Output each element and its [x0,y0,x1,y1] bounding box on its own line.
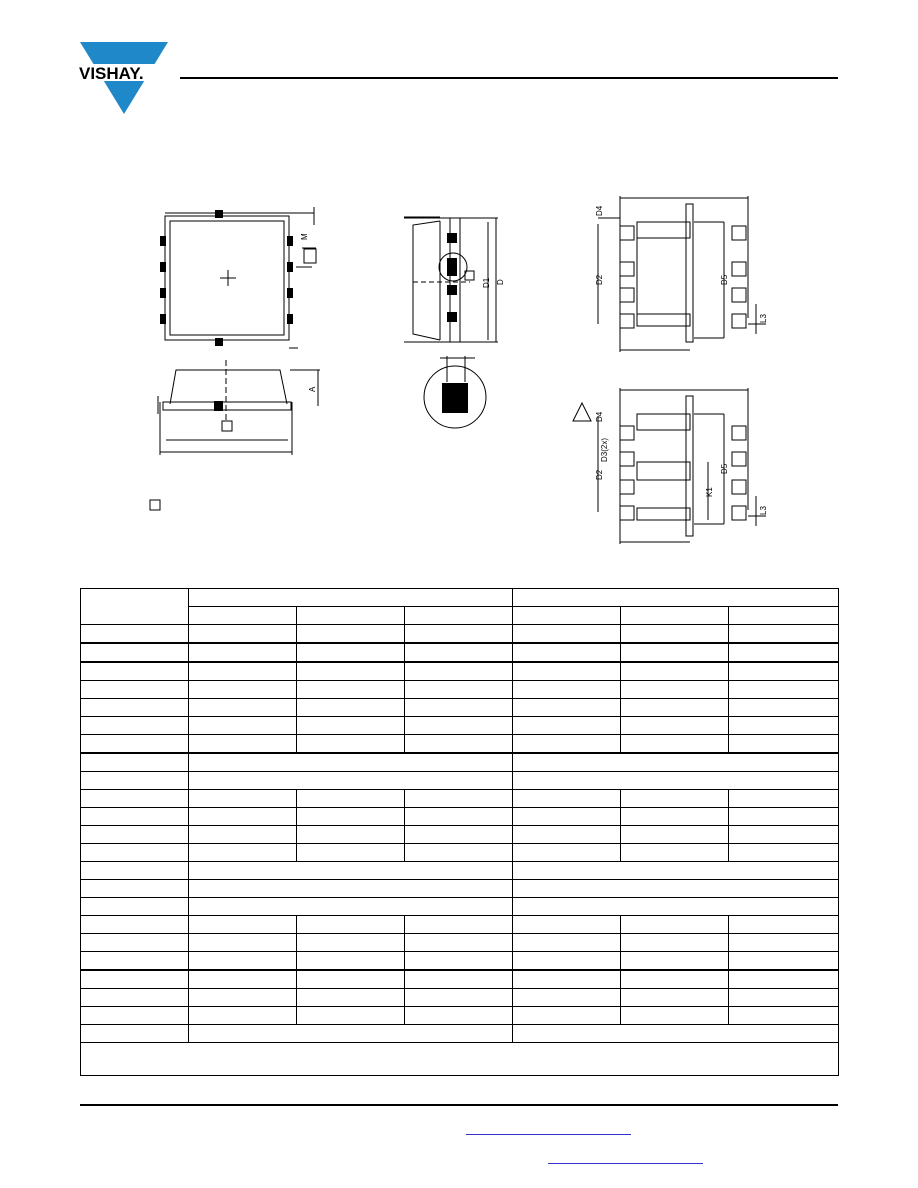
dim-label-d2-top: D2 [595,274,604,285]
dim-label-m: M [300,233,309,240]
dim-label-l3-bottom: L3 [759,506,768,515]
table-row [81,699,839,717]
table-row [81,625,839,644]
table-row [81,735,839,754]
table-row [81,662,839,681]
table-header-row [81,589,839,607]
table-row [81,844,839,862]
table-row [81,1025,839,1043]
dim-label-k1: K1 [705,487,714,497]
dim-label-d2-bottom: D2 [595,469,604,480]
package-outline-drawing [0,0,918,560]
footer-link-1[interactable] [466,1134,631,1135]
table-row [81,808,839,826]
table-row [81,681,839,699]
table-row [81,862,839,880]
table-row [81,717,839,735]
dim-label-d5-top: D5 [720,274,729,285]
table-row [81,934,839,952]
table-row [81,826,839,844]
table-row [81,952,839,971]
logo-wordmark: VISHAY. [79,64,144,83]
table-header-row [81,607,839,625]
table-row [81,790,839,808]
table-row [81,753,839,772]
table-row [81,643,839,662]
dim-label-d5-bottom: D5 [720,463,729,474]
table-row [81,970,839,989]
table-row [81,989,839,1007]
dim-label-d1: D1 [482,277,491,288]
dim-label-d3: D3(2x) [600,437,609,462]
dim-label-d4-top: D4 [595,205,604,216]
table-row [81,880,839,898]
dim-label-a: A [308,386,317,392]
table-row [81,1007,839,1025]
footer-rule [80,1104,838,1106]
dim-label-d4-bottom: D4 [595,411,604,422]
dimensions-table [80,588,839,1076]
table-row [81,916,839,934]
dim-label-d: D [496,279,505,285]
table-row [81,898,839,916]
footer-link-2[interactable] [548,1163,703,1164]
table-notes-row [81,1043,839,1076]
dim-label-l3-top: L3 [759,314,768,323]
table-row [81,772,839,790]
